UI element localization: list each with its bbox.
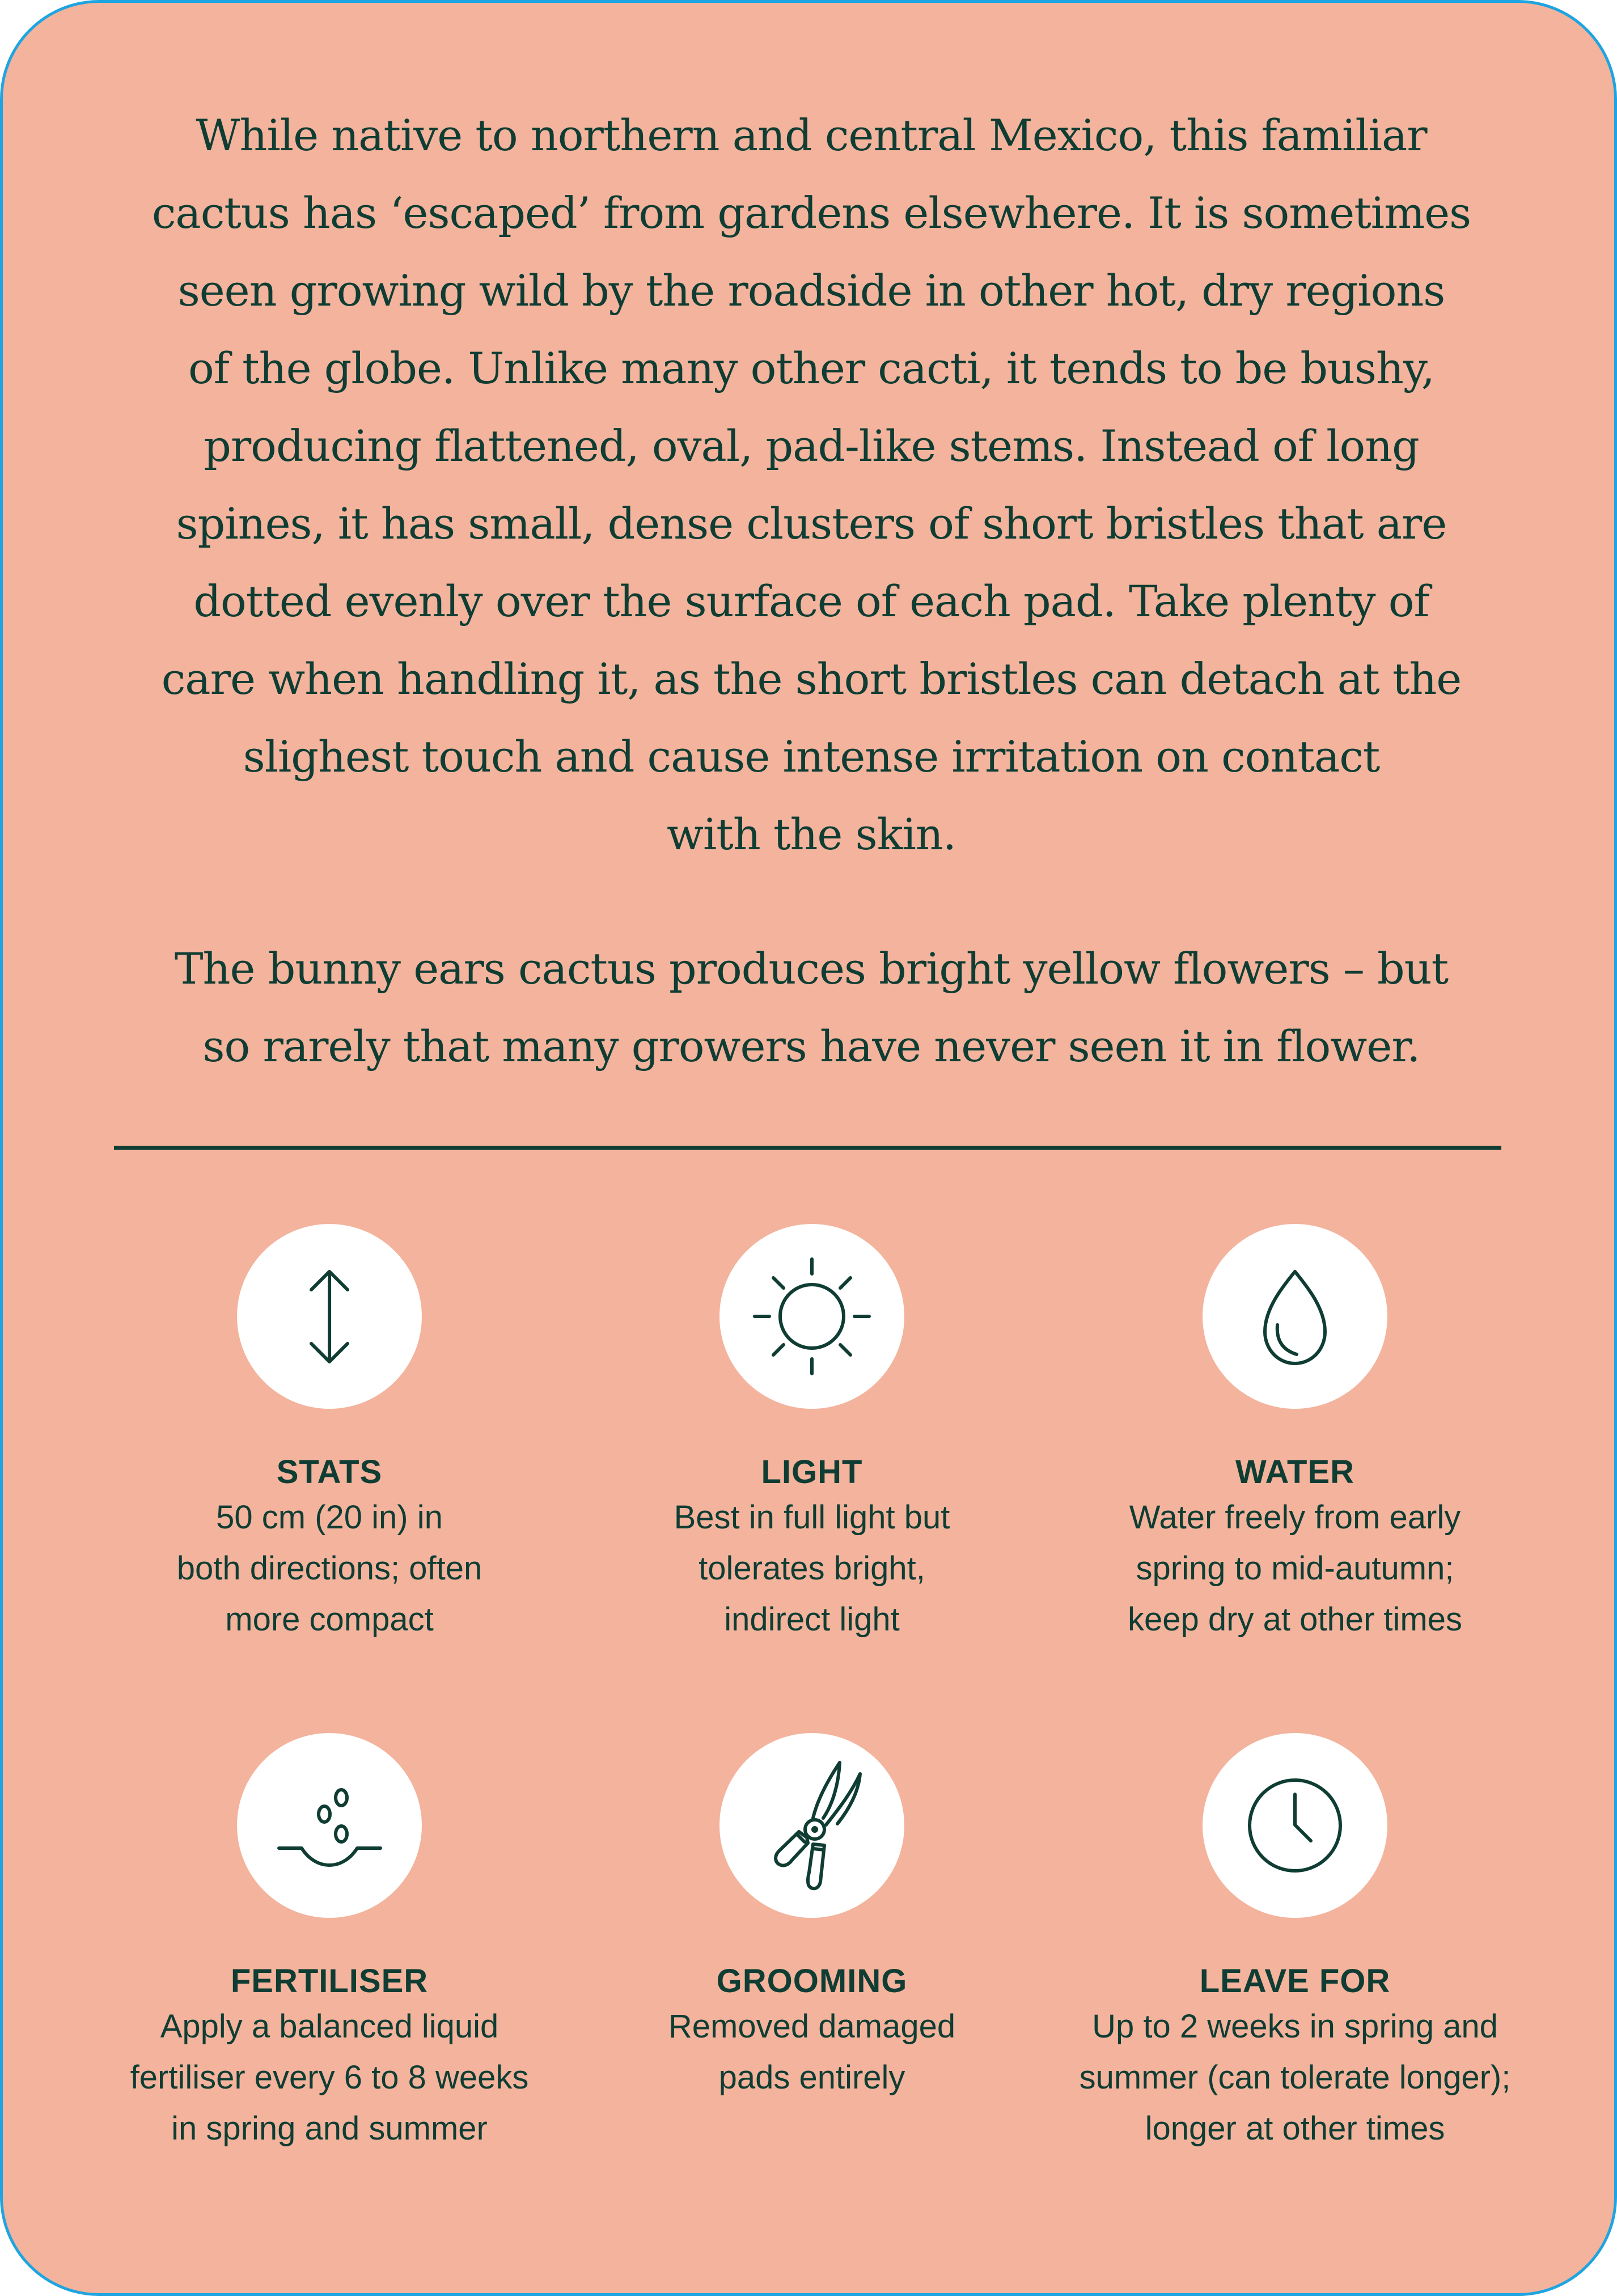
text-line: with the skin. <box>666 809 956 859</box>
care-description <box>91 2001 568 2154</box>
icon-circle <box>1203 1224 1387 1409</box>
text-line: cactus has ‘escaped’ from gardens elsewhere. It is sometimes <box>151 188 1471 238</box>
care-title: FERTILISER <box>230 1963 429 2000</box>
sun-icon <box>719 1224 904 1409</box>
description-paragraph-1 <box>3 96 1617 873</box>
text-line: of the globe. Unlike many other cacti, it tends to be bushy, <box>188 343 1434 393</box>
care-item-fertiliser <box>91 1733 568 2154</box>
text-line: dotted evenly over the surface of each pad. Take plenty of <box>193 576 1429 626</box>
text-line: Removed damaged <box>668 2008 956 2045</box>
care-title: STATS <box>276 1454 383 1490</box>
icon-circle <box>719 1224 904 1409</box>
text-line: care when handling it, as the short bristles can detach at the <box>161 654 1462 704</box>
text-line: producing flattened, oval, pad-like stems. Instead of long <box>204 421 1419 471</box>
text-line: both directions; often <box>176 1550 482 1587</box>
care-description <box>1057 1492 1533 1645</box>
text-line: summer (can tolerate longer); <box>1079 2059 1511 2096</box>
text-line: so rarely that many growers have never seen it in flower. <box>202 1021 1420 1071</box>
care-item-leave-for <box>1057 1733 1533 2154</box>
text-line: Water freely from early <box>1129 1499 1461 1536</box>
care-item-grooming <box>574 1733 1050 2103</box>
text-line: spring to mid-autumn; <box>1136 1550 1454 1587</box>
care-description <box>91 1492 568 1645</box>
care-description <box>574 1492 1050 1645</box>
care-title: LIGHT <box>761 1454 863 1490</box>
text-line: slighest touch and cause intense irritation on contact <box>243 731 1380 782</box>
care-description <box>574 2001 1050 2103</box>
care-item-light <box>574 1224 1050 1645</box>
icon-circle <box>237 1733 422 1918</box>
pruning-shears-icon <box>719 1733 904 1918</box>
text-line: longer at other times <box>1145 2110 1445 2147</box>
icon-circle <box>719 1733 904 1918</box>
text-line: in spring and summer <box>171 2110 488 2147</box>
care-title: LEAVE FOR <box>1199 1963 1391 2000</box>
text-line: seen growing wild by the roadside in other hot, dry regions <box>177 265 1445 316</box>
text-line: tolerates bright, <box>699 1550 925 1587</box>
text-line: more compact <box>225 1601 434 1638</box>
icon-circle <box>1203 1733 1387 1918</box>
care-item-stats <box>91 1224 568 1645</box>
text-line: fertiliser every 6 to 8 weeks <box>130 2059 529 2096</box>
vertical-arrows-icon <box>237 1224 422 1409</box>
text-line: pads entirely <box>718 2059 905 2096</box>
text-line: While native to northern and central Mexico, this familiar <box>196 110 1427 160</box>
clock-icon <box>1203 1733 1387 1918</box>
text-line: keep dry at other times <box>1128 1601 1462 1638</box>
care-title: GROOMING <box>716 1963 908 2000</box>
text-line: 50 cm (20 in) in <box>216 1499 443 1536</box>
care-item-water <box>1057 1224 1533 1645</box>
text-line: Apply a balanced liquid <box>160 2008 499 2045</box>
care-description <box>1057 2001 1533 2154</box>
text-line: Best in full light but <box>674 1499 950 1536</box>
description-paragraph-2 <box>3 930 1617 1085</box>
section-divider <box>114 1146 1501 1150</box>
care-title: WATER <box>1235 1454 1355 1490</box>
icon-circle <box>237 1224 422 1409</box>
text-line: The bunny ears cactus produces bright yellow flowers – but <box>174 943 1449 994</box>
text-line: spines, it has small, dense clusters of short bristles that are <box>176 498 1447 549</box>
fertiliser-granules-icon <box>237 1733 422 1918</box>
text-line: Up to 2 weeks in spring and <box>1092 2008 1498 2045</box>
text-line: indirect light <box>724 1601 900 1638</box>
water-drop-icon <box>1203 1224 1387 1409</box>
